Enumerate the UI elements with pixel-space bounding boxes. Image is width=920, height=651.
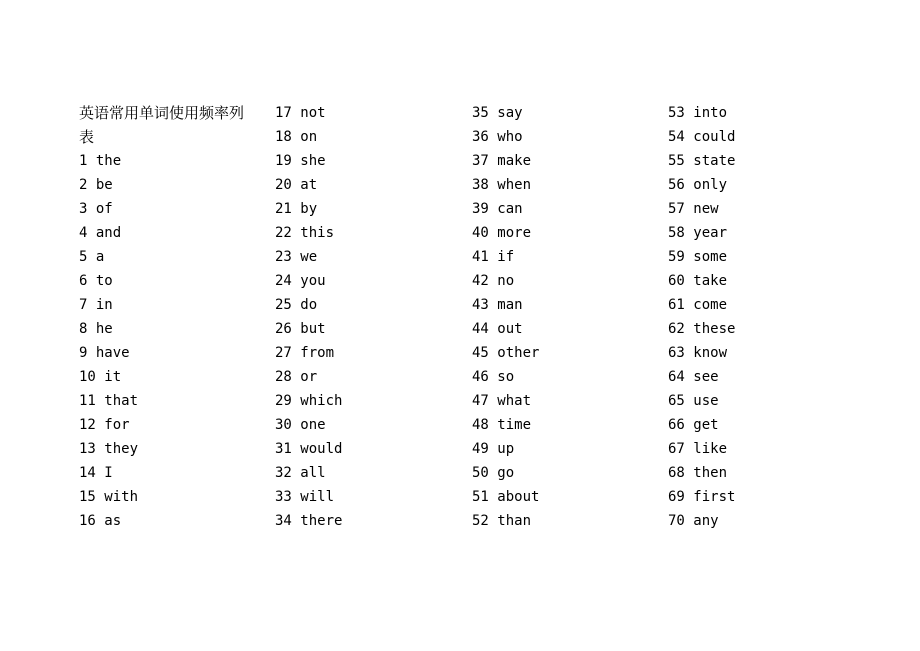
- word-text: she: [300, 153, 326, 169]
- word-text: and: [95, 225, 122, 241]
- word-rank: 36: [472, 129, 489, 145]
- word-rank: 55: [668, 153, 685, 169]
- word-entry: [275, 437, 455, 461]
- word-text: when: [497, 177, 532, 193]
- word-text: for: [104, 417, 130, 433]
- word-rank: 32: [275, 465, 292, 481]
- word-entry: [472, 485, 652, 509]
- word-text: not: [300, 105, 326, 121]
- word-rank: 45: [472, 345, 489, 361]
- word-text: up: [497, 441, 515, 457]
- word-text: one: [300, 417, 326, 433]
- word-text: there: [300, 513, 343, 529]
- word-rank: 47: [472, 393, 489, 409]
- word-rank: 37: [472, 153, 489, 169]
- word-text: so: [497, 369, 515, 385]
- word-rank: 14: [79, 465, 96, 481]
- word-text: know: [693, 345, 728, 361]
- word-rank: 29: [275, 393, 292, 409]
- word-text: can: [497, 201, 523, 217]
- word-rank: 65: [668, 393, 685, 409]
- word-text: or: [300, 369, 318, 385]
- word-text: but: [300, 321, 326, 337]
- word-text: get: [693, 417, 719, 433]
- word-entry: [79, 317, 259, 341]
- word-entry: [275, 101, 455, 125]
- word-text: other: [497, 345, 540, 361]
- word-text: in: [95, 297, 113, 313]
- word-rank: 7: [79, 297, 88, 313]
- word-entry: [472, 389, 652, 413]
- word-text: if: [497, 249, 515, 265]
- word-text: the: [95, 153, 122, 169]
- word-rank: 28: [275, 369, 292, 385]
- word-text: all: [300, 465, 326, 481]
- word-text: any: [693, 513, 719, 529]
- word-text: new: [693, 201, 719, 217]
- word-rank: 6: [79, 273, 88, 289]
- word-entry: [79, 197, 259, 221]
- word-entry: [275, 317, 455, 341]
- word-entry: [275, 245, 455, 269]
- word-text: would: [300, 441, 343, 457]
- word-entry: [668, 413, 848, 437]
- word-entry: [668, 197, 848, 221]
- word-entry: [472, 437, 652, 461]
- word-rank: 68: [668, 465, 685, 481]
- word-entry: [472, 149, 652, 173]
- word-rank: 49: [472, 441, 489, 457]
- word-text: could: [693, 129, 736, 145]
- word-rank: 23: [275, 249, 292, 265]
- word-rank: 31: [275, 441, 292, 457]
- word-text: state: [693, 153, 736, 169]
- word-entry: [668, 509, 848, 533]
- word-rank: 19: [275, 153, 292, 169]
- word-rank: 70: [668, 513, 685, 529]
- word-rank: 8: [79, 321, 88, 337]
- word-rank: 12: [79, 417, 96, 433]
- word-text: about: [497, 489, 540, 505]
- word-text: into: [693, 105, 728, 121]
- word-entry: [668, 461, 848, 485]
- word-entry: [472, 365, 652, 389]
- word-text: this: [300, 225, 335, 241]
- word-rank: 24: [275, 273, 292, 289]
- word-rank: 17: [275, 105, 292, 121]
- word-rank: 41: [472, 249, 489, 265]
- word-entry: [275, 341, 455, 365]
- word-entry: [79, 149, 259, 173]
- word-column-3: [472, 101, 652, 533]
- document-title-line-1: 英语常用单词使用频率列: [79, 104, 245, 122]
- word-entry: [79, 221, 259, 245]
- word-text: than: [497, 513, 532, 529]
- word-entry: [275, 389, 455, 413]
- word-rank: 10: [79, 369, 96, 385]
- word-entry: [79, 173, 259, 197]
- word-rank: 21: [275, 201, 292, 217]
- word-text: have: [95, 345, 130, 361]
- word-text: will: [300, 489, 335, 505]
- word-rank: 48: [472, 417, 489, 433]
- word-text: to: [95, 273, 113, 289]
- word-text: at: [300, 177, 318, 193]
- word-entry: [79, 485, 259, 509]
- word-entry: [79, 437, 259, 461]
- word-rank: 59: [668, 249, 685, 265]
- word-entry: [668, 173, 848, 197]
- word-entry: [275, 197, 455, 221]
- word-text: which: [300, 393, 343, 409]
- document-title-line-2: 表: [79, 128, 95, 146]
- word-entry: [668, 365, 848, 389]
- word-entry: [79, 245, 259, 269]
- word-text: be: [95, 177, 113, 193]
- word-rank: 43: [472, 297, 489, 313]
- word-entry: [275, 149, 455, 173]
- word-text: see: [693, 369, 719, 385]
- word-rank: 25: [275, 297, 292, 313]
- word-entry: [472, 197, 652, 221]
- word-rank: 33: [275, 489, 292, 505]
- word-text: a: [95, 249, 105, 265]
- word-entry: [275, 221, 455, 245]
- word-rank: 16: [79, 513, 96, 529]
- word-entry: [275, 485, 455, 509]
- word-text: I: [104, 465, 113, 481]
- word-text: first: [693, 489, 736, 505]
- word-entry: [472, 341, 652, 365]
- word-entry: [472, 101, 652, 125]
- word-text: that: [104, 393, 139, 409]
- word-text: then: [693, 465, 728, 481]
- word-rank: 18: [275, 129, 292, 145]
- word-rank: 67: [668, 441, 685, 457]
- word-entry: [79, 461, 259, 485]
- word-entry: [472, 173, 652, 197]
- word-entry: [79, 269, 259, 293]
- word-entry: [668, 101, 848, 125]
- word-text: do: [300, 297, 318, 313]
- word-text: who: [497, 129, 523, 145]
- word-entry: [275, 269, 455, 293]
- word-entry: [275, 509, 455, 533]
- word-rank: 22: [275, 225, 292, 241]
- word-rank: 69: [668, 489, 685, 505]
- word-entry: [668, 245, 848, 269]
- word-rank: 38: [472, 177, 489, 193]
- word-rank: 15: [79, 489, 96, 505]
- word-rank: 4: [79, 225, 88, 241]
- word-rank: 60: [668, 273, 685, 289]
- word-text: with: [104, 489, 139, 505]
- word-rank: 61: [668, 297, 685, 313]
- word-entry: [275, 125, 455, 149]
- word-entry: [275, 365, 455, 389]
- word-entry: [79, 365, 259, 389]
- word-entry: [668, 125, 848, 149]
- word-text: they: [104, 441, 139, 457]
- word-text: on: [300, 129, 318, 145]
- word-rank: 2: [79, 177, 88, 193]
- word-entry: [275, 413, 455, 437]
- word-rank: 57: [668, 201, 685, 217]
- word-rank: 34: [275, 513, 292, 529]
- word-column-4: [668, 101, 848, 533]
- word-text: year: [693, 225, 728, 241]
- word-rank: 9: [79, 345, 88, 361]
- word-entry: [668, 341, 848, 365]
- word-rank: 1: [79, 153, 88, 169]
- word-rank: 50: [472, 465, 489, 481]
- word-entry: [472, 509, 652, 533]
- word-entry: [275, 461, 455, 485]
- word-text: come: [693, 297, 728, 313]
- word-rank: 46: [472, 369, 489, 385]
- word-text: go: [497, 465, 515, 481]
- word-entry: [275, 293, 455, 317]
- word-text: some: [693, 249, 728, 265]
- word-text: he: [95, 321, 113, 337]
- word-rank: 64: [668, 369, 685, 385]
- word-text: we: [300, 249, 318, 265]
- word-rank: 35: [472, 105, 489, 121]
- word-rank: 42: [472, 273, 489, 289]
- word-entry: [668, 221, 848, 245]
- word-text: only: [693, 177, 728, 193]
- word-entry: [472, 245, 652, 269]
- word-rank: 56: [668, 177, 685, 193]
- word-column-1: [79, 101, 259, 533]
- word-text: of: [95, 201, 113, 217]
- word-entry: [668, 389, 848, 413]
- word-entry: [668, 317, 848, 341]
- word-entry: [79, 293, 259, 317]
- word-text: out: [497, 321, 523, 337]
- word-rank: 62: [668, 321, 685, 337]
- word-rank: 40: [472, 225, 489, 241]
- word-entry: [668, 293, 848, 317]
- word-text: take: [693, 273, 728, 289]
- word-text: you: [300, 273, 326, 289]
- word-entry: [79, 509, 259, 533]
- word-text: no: [497, 273, 515, 289]
- word-entry: [472, 317, 652, 341]
- word-entry: [668, 269, 848, 293]
- word-text: these: [693, 321, 736, 337]
- word-rank: 53: [668, 105, 685, 121]
- word-entry: [79, 389, 259, 413]
- word-entry: [472, 269, 652, 293]
- word-rank: 11: [79, 393, 96, 409]
- word-entry: [668, 149, 848, 173]
- word-entry: [79, 341, 259, 365]
- word-text: more: [497, 225, 532, 241]
- word-text: as: [104, 513, 122, 529]
- word-rank: 26: [275, 321, 292, 337]
- word-text: it: [104, 369, 122, 385]
- word-rank: 66: [668, 417, 685, 433]
- word-entry: [472, 413, 652, 437]
- word-entry: [472, 461, 652, 485]
- word-entry: [472, 293, 652, 317]
- word-entry: [79, 413, 259, 437]
- word-text: like: [693, 441, 728, 457]
- word-rank: 52: [472, 513, 489, 529]
- word-column-2: [275, 101, 455, 533]
- word-entry: [472, 125, 652, 149]
- word-rank: 51: [472, 489, 489, 505]
- word-text: time: [497, 417, 532, 433]
- word-text: from: [300, 345, 335, 361]
- word-rank: 13: [79, 441, 96, 457]
- word-text: use: [693, 393, 719, 409]
- word-rank: 27: [275, 345, 292, 361]
- word-rank: 5: [79, 249, 88, 265]
- word-text: by: [300, 201, 318, 217]
- word-rank: 20: [275, 177, 292, 193]
- word-entry: [668, 485, 848, 509]
- word-text: say: [497, 105, 523, 121]
- word-rank: 30: [275, 417, 292, 433]
- word-rank: 54: [668, 129, 685, 145]
- word-rank: 3: [79, 201, 88, 217]
- word-text: make: [497, 153, 532, 169]
- word-text: man: [497, 297, 523, 313]
- word-entry: [668, 437, 848, 461]
- word-rank: 39: [472, 201, 489, 217]
- word-entry: [472, 221, 652, 245]
- word-rank: 63: [668, 345, 685, 361]
- word-entry: [275, 173, 455, 197]
- word-rank: 58: [668, 225, 685, 241]
- word-rank: 44: [472, 321, 489, 337]
- word-text: what: [497, 393, 532, 409]
